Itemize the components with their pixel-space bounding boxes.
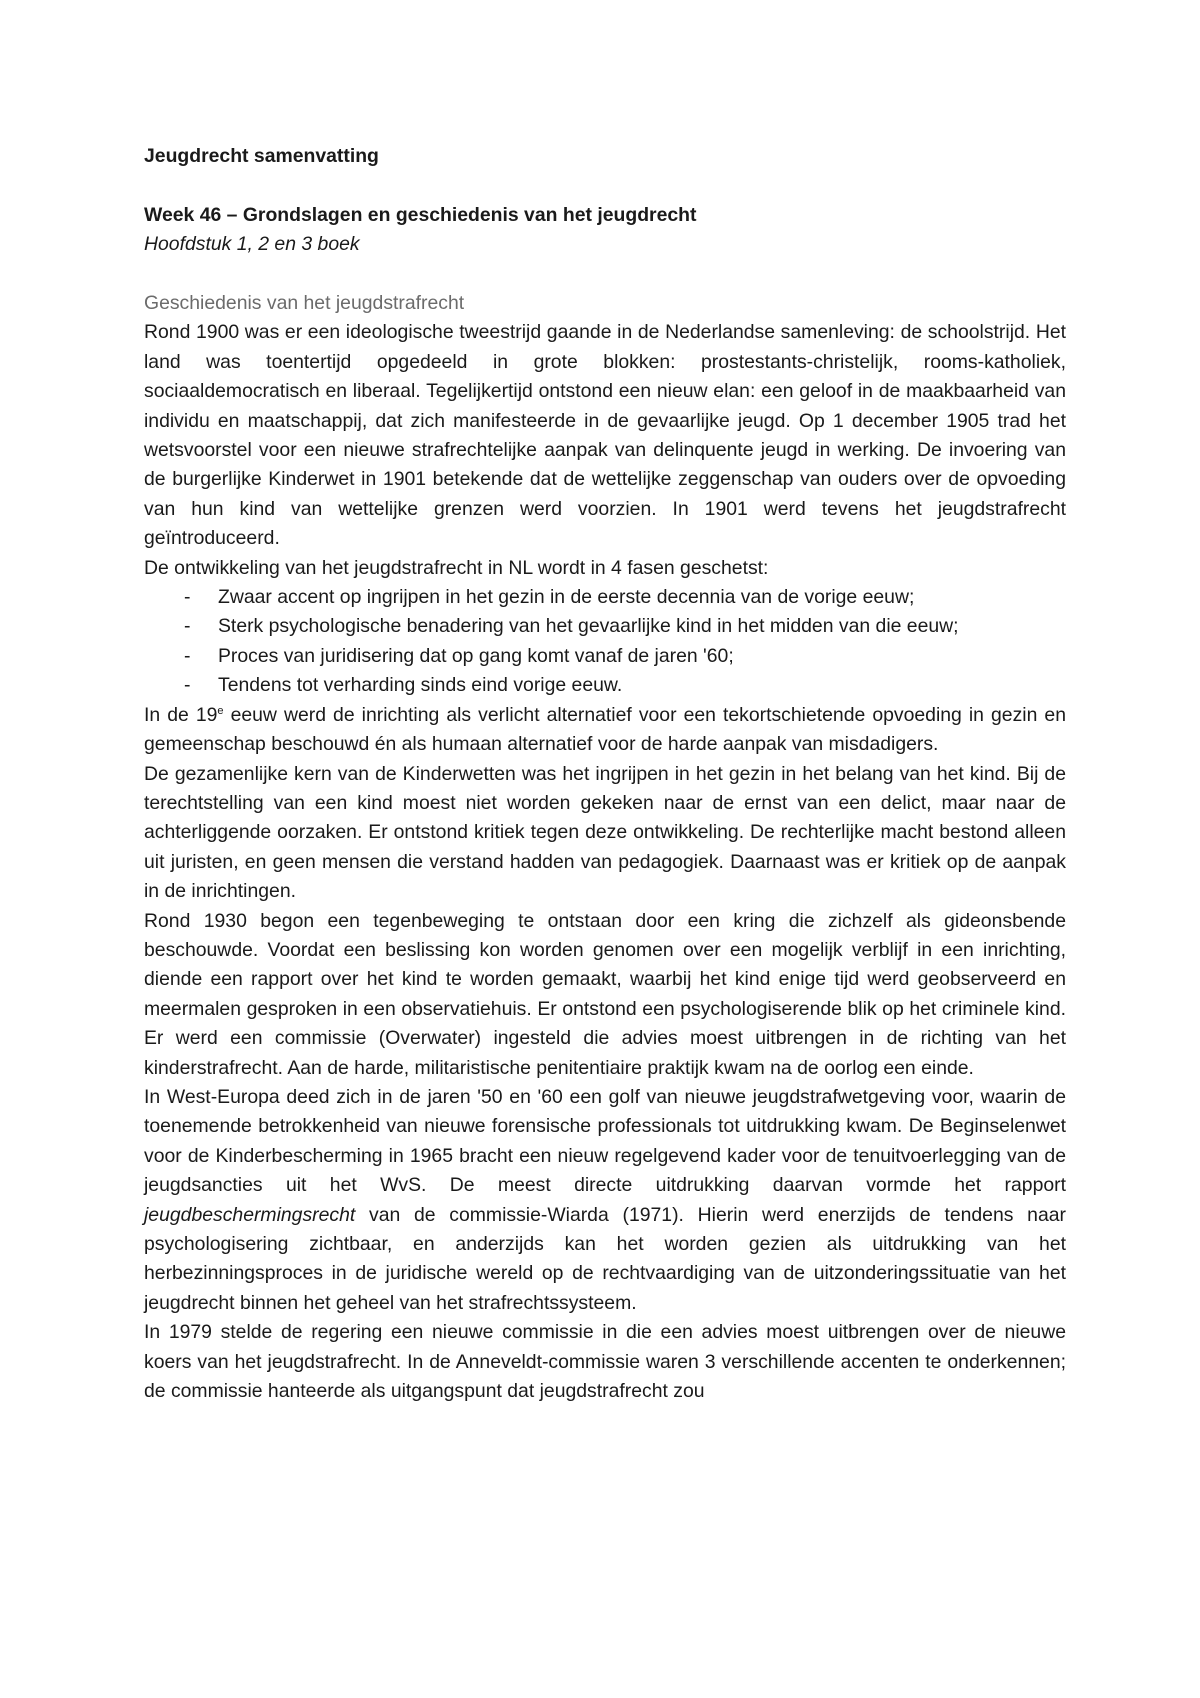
- paragraph-1900: Rond 1900 was er een ideologische tweestrijd gaande in de Nederlandse samenleving: de schoolstrijd. Het land was toentertijd opgedeeld in grote blokken: prostestants-christelijk, rooms-katholiek, sociaaldemocratisch en liberaal. Tegelijkertijd ontstond een nieuw elan: een geloof in de maakbaarheid van individu en maatschappij, dat zich manifesteerde in de gevaarlijke jeugd. Op 1 december 1905 trad het wetsvoorstel voor een nieuwe strafrechtelijke aanpak van delinquente jeugd in werking. De invoering van de burgerlijke Kinderwet in 1901 betekende dat de wettelijke zeggenschap van ouders over de opvoeding van hun kind van wettelijke grenzen werd voorzien. In 1901 werd tevens het jeugdstrafrecht geïntroduceerd.: [144, 321, 1066, 550]
- chapter-subtitle: Hoofdstuk 1, 2 en 3 boek: [144, 233, 360, 256]
- paragraph-1930: Rond 1930 begon een tegenbeweging te ontstaan door een kring die zichzelf als gideonsbende beschouwde. Voordat een beslissing kon worden genomen over een mogelijk verblijf in een inrichting, diende een rapport over het kind te worden gemaakt, waarbij het kind enige tijd werd geobserveerd en meermalen gesproken in een observatiehuis. Er ontstond een psychologiserende blik op het criminele kind. Er werd een commissie (Overwater) ingesteld die advies moest uitbrengen in de richting van het kinderstrafrecht. Aan de harde, militaristische penitentiaire praktijk kwam na de oorlog een einde.: [144, 909, 1066, 1079]
- paragraph-5-start: In West-Europa deed zich in de jaren '50 en '60 een golf van nieuwe jeugdstrafwetgeving voor, waarin de toenemende betrokkenheid van nieuwe forensische professionals tot uitdrukking kwam. De Beginselenwet voor de Kinderbescherming in 1965 bracht een nieuw regelgevend kader voor de tenuitvoerlegging van de jeugdsancties uit het WvS. De meest directe uitdrukking daarvan vormde het rapport: [144, 1085, 1066, 1197]
- paragraph-5-rest: van de commissie-Wiarda (1971). Hierin werd enerzijds de tendens naar psychologisering zichtbaar, en anderzijds kan het worden gezien als uitdrukking van het herbezinningsproces in de juridische wereld op de rechtvaardiging van de uitzonderingssituatie van het jeugdrecht binnen het geheel van het strafrechtssysteem.: [144, 1203, 1066, 1314]
- phases-intro: De ontwikkeling van het jeugdstrafrecht in NL wordt in 4 fasen geschetst:: [144, 556, 769, 579]
- phase-item: - Sterk psychologische benadering van het gevaarlijke kind in het midden van die eeuw;: [144, 612, 1066, 641]
- phase-item: - Tendens tot verharding sinds eind vorige eeuw.: [144, 671, 1066, 700]
- report-title: jeugdbeschermingsrecht: [144, 1203, 356, 1226]
- phase-item: - Proces van juridisering dat op gang komt vanaf de jaren '60;: [144, 642, 1066, 671]
- paragraph-2-rest: eeuw werd de inrichting als verlicht alternatief voor een tekortschietende opvoeding in gezin en gemeenschap beschouwd én als humaan alternatief voor de harde aanpak van misdadigers.: [144, 703, 1066, 756]
- document-title: Jeugdrecht samenvatting: [144, 145, 379, 167]
- phases-list: [144, 583, 1066, 701]
- paragraph-2-start: In de 19: [144, 703, 218, 726]
- paragraph-west-europa: [144, 1083, 1066, 1318]
- spacer: [144, 260, 1066, 289]
- paragraph-19th-century: [144, 701, 1066, 760]
- spacer: [144, 171, 1066, 200]
- paragraph-1979: In 1979 stelde de regering een nieuwe commissie in die een advies moest uitbrengen over de nieuwe koers van het jeugdstrafrecht. In de Anneveldt-commissie waren 3 verschillende accenten te onderkennen; de commissie hanteerde als uitgangspunt dat jeugdstrafrecht zou: [144, 1321, 1066, 1403]
- section-heading: Geschiedenis van het jeugdstrafrecht: [144, 292, 465, 314]
- week-heading: Week 46 – Grondslagen en geschiedenis van het jeugdrecht: [144, 203, 697, 226]
- ordinal-superscript: e: [217, 704, 224, 717]
- document-page: [144, 142, 1066, 1406]
- paragraph-kinderwetten: De gezamenlijke kern van de Kinderwetten was het ingrijpen in het gezin in het belang van het kind. Bij de terechtstelling van een kind moest niet worden gekeken naar de ernst van een delict, maar naar de achterliggende oorzaken. Er ontstond kritiek tegen deze ontwikkeling. De rechterlijke macht bestond alleen uit juristen, en geen mensen die verstand hadden van pedagogiek. Daarnaast was er kritiek op de aanpak in de inrichtingen.: [144, 762, 1066, 903]
- phase-item: - Zwaar accent op ingrijpen in het gezin in de eerste decennia van de vorige eeuw;: [144, 583, 1066, 612]
